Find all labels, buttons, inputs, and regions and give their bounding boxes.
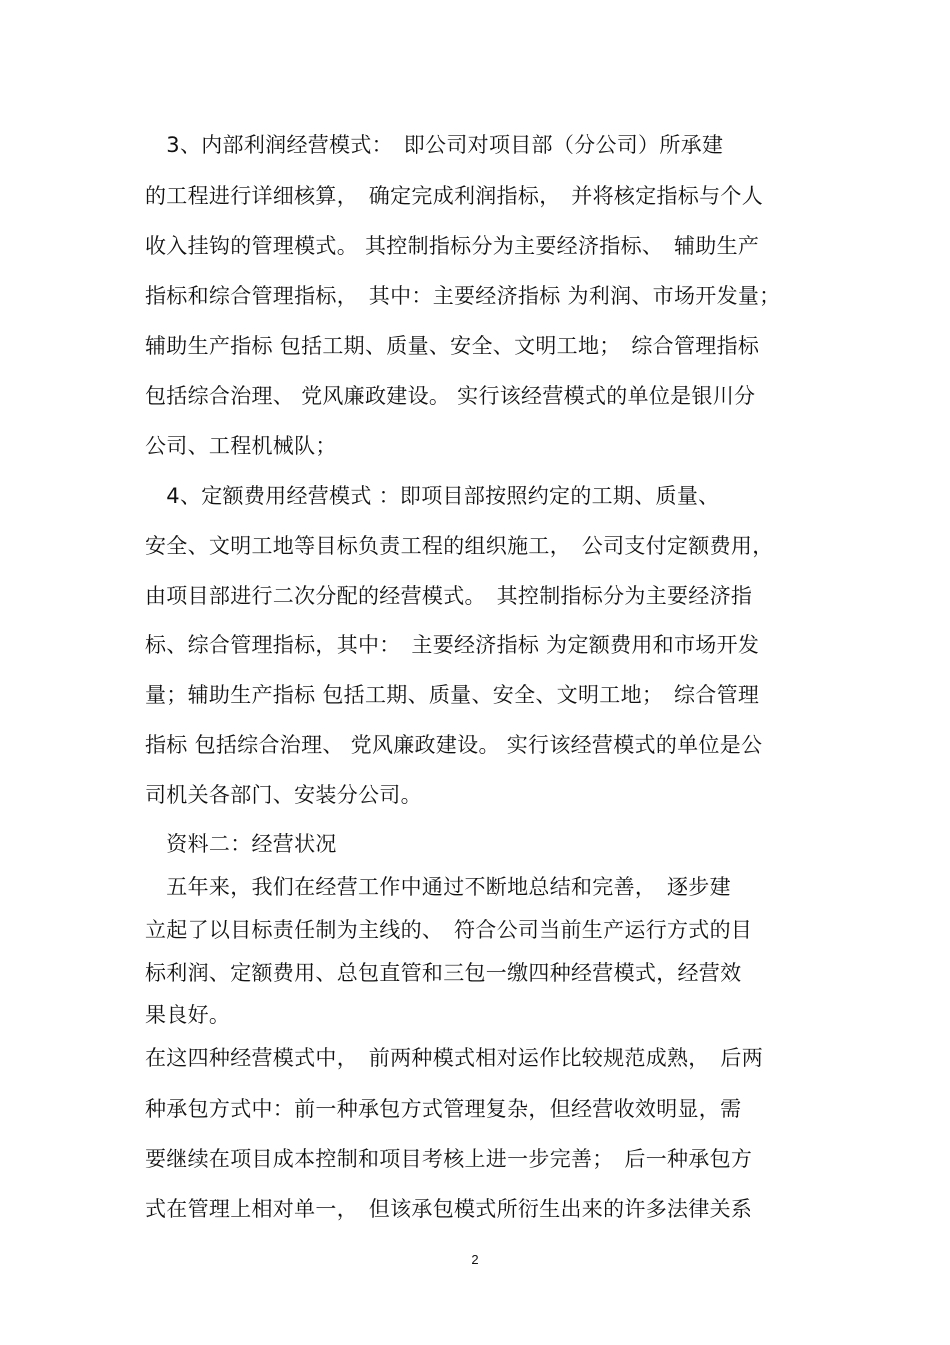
text-line-22: 要继续在项目成本控制和项目考核上进一步完善； 后一种承包方 — [145, 1147, 753, 1171]
text-line-18: 标利润、定额费用、总包直管和三包一缴四种经营模式，经营效 — [145, 961, 742, 985]
text-line-17: 立起了以目标责任制为主线的、 符合公司当前生产运行方式的目 — [145, 918, 753, 942]
text-line-13: 指标 包括综合治理、 党风廉政建设。 实行该经营模式的单位是公 — [145, 733, 763, 757]
text-line-20: 在这四种经营模式中， 前两种模式相对运作比较规范成熟， 后两 — [145, 1046, 763, 1070]
text-line-8: 4、定额费用经营模式 ：即项目部按照约定的工期、质量、 — [145, 484, 720, 508]
text-line-2: 的工程进行详细核算， 确定完成利润指标， 并将核定指标与个人 — [145, 184, 763, 208]
text-line-4: 指标和综合管理指标， 其中：主要经济指标 为利润、市场开发量； — [145, 284, 781, 308]
text-line-16: 五年来，我们在经营工作中通过不断地总结和完善， 逐步建 — [145, 875, 731, 899]
text-line-6: 包括综合治理、 党风廉政建设。 实行该经营模式的单位是银川分 — [145, 384, 756, 408]
text-line-11: 标、综合管理指标，其中： 主要经济指标 为定额费用和市场开发 — [145, 633, 760, 657]
text-line-15: 资料二：经营状况 — [145, 832, 337, 856]
text-line-1: 3、内部利润经营模式： 即公司对项目部（分公司）所承建 — [145, 133, 724, 157]
text-line-3: 收入挂钩的管理模式。 其控制指标分为主要经济指标、 辅助生产 — [145, 234, 760, 258]
text-line-9: 安全、文明工地等目标负责工程的组织施工， 公司支付定额费用， — [145, 534, 774, 558]
text-line-10: 由项目部进行二次分配的经营模式。 其控制指标分为主要经济指 — [145, 584, 753, 608]
text-line-23: 式在管理上相对单一， 但该承包模式所衍生出来的许多法律关系 — [145, 1197, 753, 1221]
text-line-21: 种承包方式中：前一种承包方式管理复杂，但经营收效明显，需 — [145, 1097, 742, 1121]
text-line-19: 果良好。 — [145, 1003, 231, 1027]
text-line-5: 辅助生产指标 包括工期、质量、安全、文明工地； 综合管理指标 — [145, 334, 760, 358]
text-line-7: 公司、工程机械队； — [145, 434, 337, 458]
page-number: 2 — [471, 1252, 479, 1267]
text-line-14: 司机关各部门、安装分公司。 — [145, 783, 422, 807]
text-line-12: 量；辅助生产指标 包括工期、质量、安全、文明工地； 综合管理 — [145, 683, 760, 707]
